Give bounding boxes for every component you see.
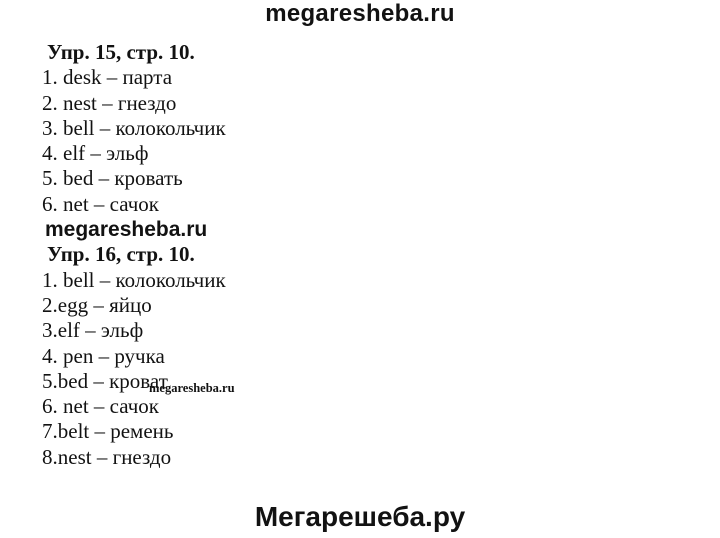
answer-line: 1. bell – колокольчик (42, 267, 226, 292)
answer-line: 4. elf – эльф (42, 141, 149, 166)
answer-line: 5.bed – кроват (42, 368, 168, 393)
answer-line: 7.belt – ремень (42, 419, 174, 444)
site-watermark-bottom: Мегарешеба.ру (254, 501, 466, 532)
answer-line: 1. desk – парта (42, 65, 173, 90)
section-1-title: Упр. 15, стр. 10. (47, 40, 195, 64)
site-watermark-inline: megaresheba.ru (45, 218, 208, 242)
answer-line: 5. bed – кровать (42, 166, 183, 191)
answer-line: 6. net – сачок (42, 191, 159, 216)
answer-line: 2. nest – гнездо (42, 90, 177, 115)
site-watermark-top: megaresheba.ru (265, 0, 455, 27)
answer-line: 3. bell – колокольчик (42, 115, 226, 140)
answer-line: 4. pen – ручка (42, 343, 165, 368)
section-2-title: Упр. 16, стр. 10. (47, 242, 195, 267)
answer-line: 2.egg – яйцо (42, 292, 152, 317)
answer-line: 6. net – сачок (42, 394, 159, 419)
answer-line: 3.elf – эльф (42, 318, 144, 343)
site-watermark-small: megaresheba.ru (149, 381, 235, 395)
answer-line: 8.nest – гнездо (42, 444, 172, 469)
answers-content (42, 40, 226, 470)
